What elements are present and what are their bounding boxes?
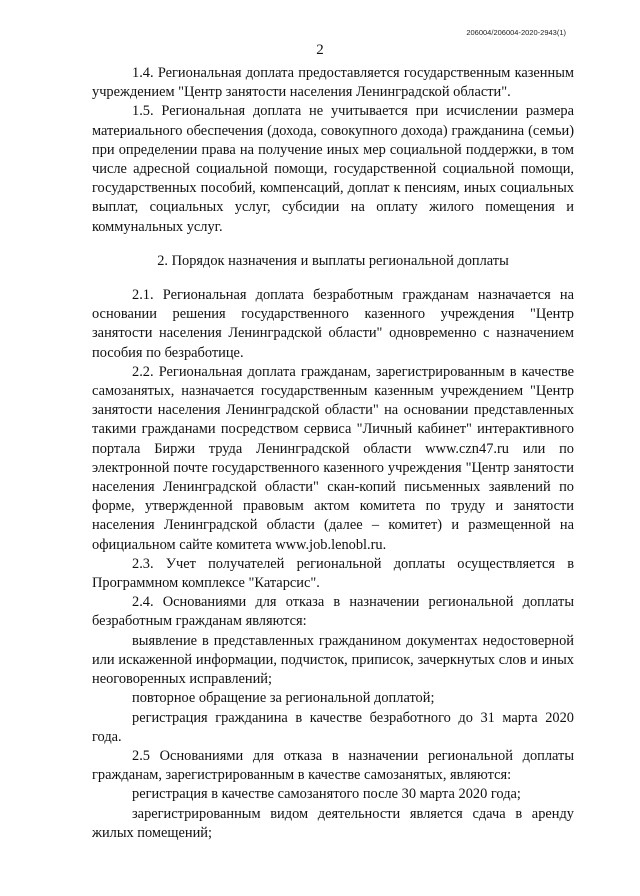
document-body: [92, 64, 574, 843]
list-item-refusal-reason: регистрация в качестве самозанятого после 30 марта 2020 года;: [132, 786, 521, 803]
paragraph-2-1: 2.1. Региональная доплата безработным гражданам назначается на основании решения государственного казенного учреждения "Центр занятости населения Ленинградской области" одновременно с назначением пособия по безработице.: [92, 287, 574, 361]
paragraph-1-5: 1.5. Региональная доплата не учитывается при исчислении размера материального обеспечения (дохода, совокупного дохода) гражданина (семьи) при определении права на получение иных мер социальной поддержки, в том числе адресной социальной помощи, государственной социальной помощи, государственных пособий, компенсаций, доплат к пенсиям, иных социальных выплат, социальных услуг, субсидии на оплату жилого помещения и коммунальных услуг.: [92, 103, 574, 235]
paragraph-2-5: 2.5 Основаниями для отказа в назначении региональной доплаты гражданам, зарегистрированным в качестве самозанятых, являются:: [92, 747, 574, 784]
paragraph-1-4: 1.4. Региональная доплата предоставляется государственным казенным учреждением "Центр занятости населения Ленинградской области".: [92, 65, 574, 101]
paragraph-2-4: 2.4. Основаниями для отказа в назначении региональной доплаты безработным гражданам являются:: [92, 594, 574, 630]
paragraph-2-2: 2.2. Региональная доплата гражданам, зарегистрированным в качестве самозанятых, назначается государственным казенным учреждением "Центр занятости населения Ленинградской области" на основании представленных такими гражданами посредством сервиса "Личный кабинет" интерактивного портала Биржи труда Ленинградской области www.czn47.ru или по электронной почте государственного казенного учреждения "Центр занятости населения Ленинградской области" скан-копий письменных заявлений по форме, утвержденной правовым актом комитета по труду и занятости населения Ленинградской области (далее – комитет) и размещенной на официальном сайте комитета www.job.lenobl.ru.: [92, 363, 574, 553]
document-registration-number: 206004/206004-2020-2943(1): [466, 28, 566, 37]
list-item-refusal-reason: регистрация гражданина в качестве безработного до 31 марта 2020 года.: [92, 709, 574, 745]
section-heading: 2. Порядок назначения и выплаты региональной доплаты: [157, 252, 509, 269]
page-number: 2: [316, 42, 324, 58]
list-item-refusal-reason: повторное обращение за региональной доплатой;: [132, 690, 435, 707]
paragraph-2-3: 2.3. Учет получателей региональной доплаты осуществляется в Программном комплексе "Катарсис".: [92, 555, 574, 592]
list-item-refusal-reason: выявление в представленных гражданином документах недостоверной или искаженной информации, подчисток, приписок, зачеркнутых слов и иных неоговоренных исправлений;: [92, 632, 574, 688]
list-item-refusal-reason: зарегистрированным видом деятельности является сдача в аренду жилых помещений;: [92, 805, 574, 841]
